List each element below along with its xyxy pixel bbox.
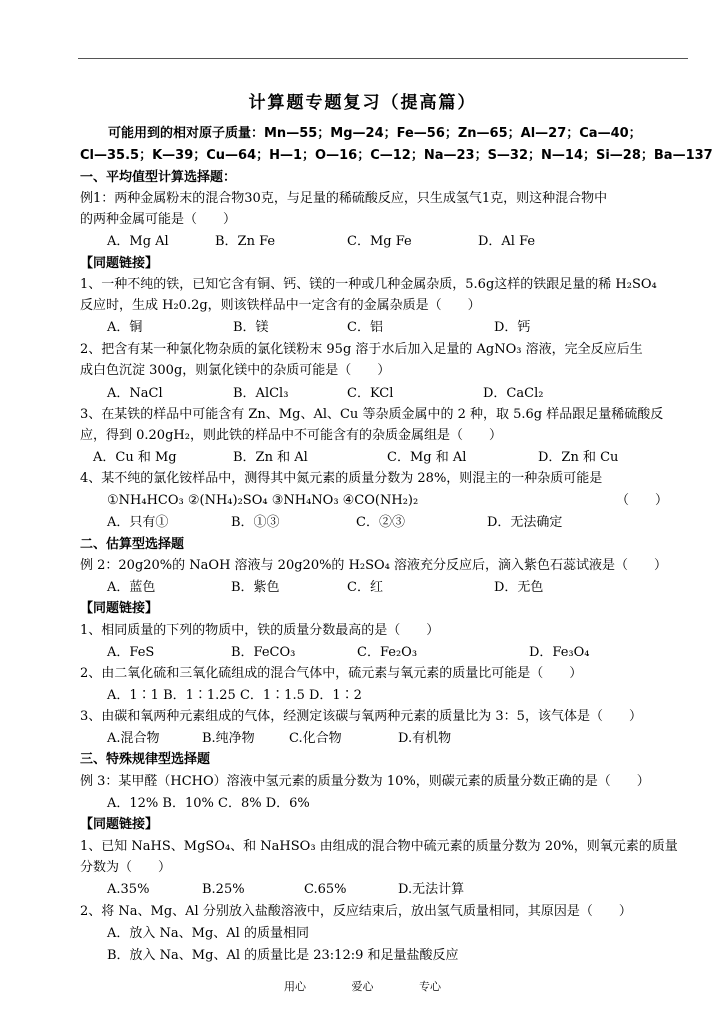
option: B.25% — [202, 882, 245, 897]
s1-q4-compounds: ①NH₄HCO₃ ②(NH₄)₂SO₄ ③NH₄NO₃ ④CO(NH₂)₂ — [107, 493, 419, 508]
option: A.35% — [107, 882, 150, 897]
example-3: 例 3：某甲醛（HCHO）溶液中氢元素的质量分数为 10%，则碳元素的质量分数正确的是（ ） — [80, 774, 650, 789]
option: C.65% — [304, 882, 347, 897]
option: C．Fe₂O₃ — [357, 645, 418, 660]
option: D.有机物 — [398, 731, 452, 746]
section-2-heading: 二、估算型选择题 — [80, 537, 185, 552]
answer-paren: （ ） — [616, 493, 669, 508]
option: D．Zn 和 Cu — [538, 450, 619, 465]
example-3-options: A．12% B．10% C．8% D．6% — [107, 796, 310, 811]
s1-q3-line-2: 应，得到 0.20gH₂，则此铁的样品中不可能含有的杂质金属组是（ ） — [80, 428, 502, 443]
s2-q2: 2、由二氧化硫和三氧化硫组成的混合气体中，硫元素与氧元素的质量比可能是（ ） — [80, 666, 583, 681]
option: A．NaCl — [107, 386, 163, 401]
option: D．无色 — [494, 580, 544, 595]
option: B.纯净物 — [202, 731, 255, 746]
s3-q2-option-b: B．放入 Na、Mg、Al 的质量比是 23:12:9 和足量盐酸反应 — [107, 948, 459, 963]
page-title: 计算题专题复习（提高篇） — [248, 93, 477, 113]
option: C．铝 — [347, 320, 383, 335]
intro-line-1: 可能用到的相对原子质量：Mn—55；Mg—24；Fe—56；Zn—65；Al—27；Ca—40； — [108, 126, 642, 141]
link-heading: 【同题链接】 — [80, 601, 159, 616]
page-footer — [0, 978, 725, 994]
s1-q2-line-1: 2、把含有某一种氯化物杂质的氯化镁粉末 95g 溶于水后加入足量的 AgNO₃ 溶液，完全反应后生 — [80, 342, 643, 357]
example-2: 例 2：20g20%的 NaOH 溶液与 20g20%的 H₂SO₄ 溶液充分反应后，滴入紫色石蕊试液是（ ） — [80, 558, 668, 573]
footer-word: 用心 — [284, 980, 306, 993]
option: A．Cu 和 Mg — [93, 450, 177, 465]
option: A．只有① — [107, 515, 169, 530]
option: B．紫色 — [231, 580, 280, 595]
s2-q2-options: A．1∶1 B．1∶1.25 C．1∶1.5 D．1∶2 — [107, 688, 362, 703]
option: C．KCl — [347, 386, 394, 401]
option: A．Mg Al — [107, 234, 169, 249]
option: B．Zn Fe — [215, 234, 276, 249]
s3-q2-option-a: A．放入 Na、Mg、Al 的质量相同 — [107, 926, 309, 941]
option: D.无法计算 — [398, 882, 465, 897]
link-heading: 【同题链接】 — [80, 256, 159, 271]
s1-q1-line-1: 1、一种不纯的铁，已知它含有铜、钙、镁的一种或几种金属杂质，5.6g这样的铁跟足量的稀 H₂SO₄ — [80, 277, 657, 292]
s1-q1-line-2: 反应时，生成 H₂0.2g，则该铁样品中一定含有的金属杂质是（ ） — [80, 298, 481, 313]
option: B．FeCO₃ — [231, 645, 296, 660]
option: D．钙 — [494, 320, 531, 335]
s1-q3-line-1: 3、在某铁的样品中可能含有 Zn、Mg、Al、Cu 等杂质金属中的 2 种，取 5.6g 样品跟足量稀硫酸反 — [80, 407, 664, 422]
option: C．Mg 和 Al — [387, 450, 467, 465]
example-1-line-1: 例1：两种金属粉末的混合物30克，与足量的稀硫酸反应，只生成氢气1克，则这种混合物中 — [80, 191, 608, 206]
option: D．Al Fe — [478, 234, 536, 249]
option: D．Fe₃O₄ — [529, 645, 590, 660]
option: B．AlCl₃ — [233, 386, 289, 401]
option: B．Zn 和 Al — [233, 450, 308, 465]
header-rule — [78, 58, 688, 59]
s2-q1: 1、相同质量的下列的物质中，铁的质量分数最高的是（ ） — [80, 623, 440, 638]
option: B．①③ — [231, 515, 280, 530]
footer-word: 专心 — [419, 980, 441, 993]
section-1-heading: 一、平均值型计算选择题： — [80, 170, 237, 185]
option: A．铜 — [107, 320, 143, 335]
s3-q1-line-1: 1、已知 NaHS、MgSO₄、和 NaHSO₃ 由组成的混合物中硫元素的质量分数为 20%，则氧元素的质量 — [80, 839, 678, 854]
example-1-line-2: 的两种金属可能是（ ） — [80, 212, 237, 227]
option: C．Mg Fe — [347, 234, 412, 249]
intro-line-2: Cl—35.5；K—39；Cu—64；H—1；O—16；C—12；Na—23；S—32；N—14；Si—28；Ba—137 — [80, 148, 713, 163]
option: D．无法确定 — [487, 515, 563, 530]
s3-q1-line-2: 分数为（ ） — [80, 860, 172, 875]
option: C.化合物 — [289, 731, 342, 746]
option: A．FeS — [107, 645, 155, 660]
section-3-heading: 三、特殊规律型选择题 — [80, 752, 211, 767]
option: B．镁 — [233, 320, 269, 335]
s1-q2-line-2: 成白色沉淀 300g，则氯化镁中的杂质可能是（ ） — [80, 363, 391, 378]
option: A．蓝色 — [107, 580, 156, 595]
option: A.混合物 — [107, 731, 160, 746]
s2-q3: 3、由碳和氧两种元素组成的气体，经测定该碳与氧两种元素的质量比为 3：5，该气体是（ ） — [80, 709, 642, 724]
s1-q4-line-1: 4、某不纯的氯化铵样品中，测得其中氮元素的质量分数为 28%，则混主的一种杂质可能是 — [80, 471, 603, 486]
option: C．②③ — [356, 515, 405, 530]
footer-word: 爱心 — [351, 980, 374, 993]
link-heading: 【同题链接】 — [80, 817, 159, 832]
option: C．红 — [347, 580, 383, 595]
option: D．CaCl₂ — [483, 386, 544, 401]
s3-q2: 2、将 Na、Mg、Al 分别放入盐酸溶液中，反应结束后，放出氢气质量相同，其原因是（ ） — [80, 904, 632, 919]
